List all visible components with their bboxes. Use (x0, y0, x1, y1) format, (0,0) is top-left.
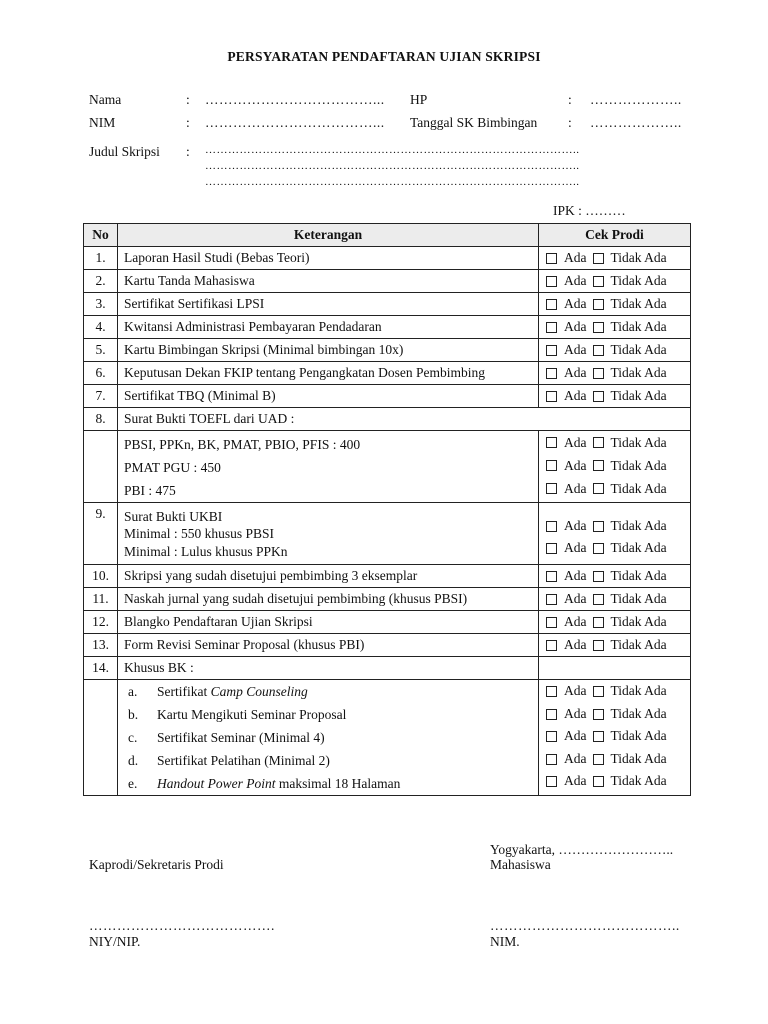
row-check (539, 385, 691, 408)
ada-checkbox[interactable] (546, 617, 557, 628)
ada-label: Ada (564, 296, 587, 311)
table-row (84, 247, 691, 270)
row-number: 7. (84, 385, 118, 408)
row-description: Khusus BK : (118, 657, 539, 680)
row-number: 6. (84, 362, 118, 385)
check-options (546, 537, 667, 559)
row-check (539, 431, 691, 503)
toefl-requirement: PBSI, PPKn, BK, PMAT, PBIO, PFIS : 400 (124, 437, 361, 452)
ukbi-requirement: Minimal : 550 khusus PBSI (124, 526, 275, 541)
tidak-ada-label: Tidak Ada (610, 614, 667, 629)
table-row (84, 362, 691, 385)
ada-label: Ada (564, 683, 587, 698)
ukbi-requirement: Minimal : Lulus khusus PPKn (124, 544, 288, 559)
ada-checkbox[interactable] (546, 483, 557, 494)
row-check (539, 588, 691, 611)
bk-requirement (124, 726, 532, 749)
row-check (539, 634, 691, 657)
city-date: Yogyakarta, …………………….. (490, 842, 674, 857)
table-row (84, 316, 691, 339)
tidak-ada-checkbox[interactable] (593, 571, 604, 582)
nama-colon: : (186, 92, 190, 107)
tidak-ada-label: Tidak Ada (610, 296, 667, 311)
ada-checkbox[interactable] (546, 391, 557, 402)
kaprodi-title: Kaprodi/Sekretaris Prodi (89, 857, 224, 872)
tidak-ada-label: Tidak Ada (610, 728, 667, 743)
table-row (84, 408, 691, 431)
row-number: 5. (84, 339, 118, 362)
row-check (539, 339, 691, 362)
ada-checkbox[interactable] (546, 709, 557, 720)
tidak-ada-checkbox[interactable] (593, 437, 604, 448)
check-options (546, 568, 667, 584)
page-title: PERSYARATAN PENDAFTARAN UJIAN SKRIPSI (227, 49, 541, 64)
row-description: Sertifikat TBQ (Minimal B) (118, 385, 539, 408)
row-description: Skripsi yang sudah disetujui pembimbing 3 eksemplar (118, 565, 539, 588)
tanggal-sk-field[interactable]: ……………….. (590, 115, 682, 130)
tidak-ada-checkbox[interactable] (593, 322, 604, 333)
check-options (546, 477, 667, 500)
tidak-ada-label: Tidak Ada (610, 705, 667, 721)
row-description: Kartu Bimbingan Skripsi (Minimal bimbingan 10x) (118, 339, 539, 362)
check-options (546, 296, 667, 312)
bk-requirement-text: Sertifikat Seminar (Minimal 4) (157, 730, 325, 745)
row-number: 1. (84, 247, 118, 270)
row-description: Keputusan Dekan FKIP tentang Pengangkatan Dosen Pembimbing (118, 362, 539, 385)
tidak-ada-label: Tidak Ada (610, 435, 667, 450)
row-description: Kartu Tanda Mahasiswa (118, 270, 539, 293)
ada-checkbox[interactable] (546, 594, 557, 605)
table-row (84, 611, 691, 634)
check-options (546, 725, 667, 748)
toefl-requirements (118, 431, 539, 503)
tidak-ada-label: Tidak Ada (610, 250, 667, 265)
row-description (118, 503, 539, 565)
judul-field-line-1[interactable]: …………………………………………………………………………………….. (205, 144, 580, 156)
tidak-ada-checkbox[interactable] (593, 483, 604, 494)
ada-checkbox[interactable] (546, 276, 557, 287)
tidak-ada-label: Tidak Ada (610, 481, 667, 496)
bk-requirement-suffix: maksimal 18 Halaman (275, 776, 401, 791)
ada-label: Ada (564, 481, 587, 496)
row-number: 10. (84, 565, 118, 588)
ada-checkbox[interactable] (546, 776, 557, 787)
tidak-ada-checkbox[interactable] (593, 299, 604, 310)
ada-checkbox[interactable] (546, 253, 557, 264)
tidak-ada-checkbox[interactable] (593, 731, 604, 742)
check-options (546, 342, 667, 358)
tidak-ada-checkbox[interactable] (593, 276, 604, 287)
tidak-ada-label: Tidak Ada (610, 458, 667, 473)
check-options (546, 680, 667, 703)
ada-checkbox[interactable] (546, 731, 557, 742)
row-description: Form Revisi Seminar Proposal (khusus PBI) (118, 634, 539, 657)
table-row (84, 270, 691, 293)
table-row (84, 503, 691, 565)
tidak-ada-checkbox[interactable] (593, 253, 604, 264)
ada-label: Ada (564, 540, 587, 555)
table-row (84, 385, 691, 408)
row-number: 13. (84, 634, 118, 657)
nim-field[interactable]: ………………………………... (205, 115, 385, 130)
ada-checkbox[interactable] (546, 460, 557, 471)
judul-label: Judul Skripsi (89, 144, 160, 159)
row-number: 12. (84, 611, 118, 634)
row-check (539, 680, 691, 796)
tidak-ada-label: Tidak Ada (610, 683, 667, 698)
row-number: 4. (84, 316, 118, 339)
bk-requirement-index: d. (128, 753, 139, 768)
row-number: 14. (84, 657, 118, 680)
ada-checkbox[interactable] (546, 640, 557, 651)
bk-requirement-index: b. (128, 707, 139, 722)
row-check (539, 293, 691, 316)
row-number-empty (84, 680, 118, 796)
row-check (539, 316, 691, 339)
tidak-ada-checkbox[interactable] (593, 368, 604, 379)
tidak-ada-label: Tidak Ada (610, 365, 667, 380)
ada-checkbox[interactable] (546, 368, 557, 379)
tidak-ada-checkbox[interactable] (593, 460, 604, 471)
ipk-field[interactable]: IPK : ……… (553, 203, 626, 218)
ada-checkbox[interactable] (546, 299, 557, 310)
bk-requirement (124, 772, 532, 795)
ukbi-title: Surat Bukti UKBI (124, 509, 223, 524)
check-options (546, 431, 667, 454)
tidak-ada-label: Tidak Ada (610, 540, 667, 555)
check-options (546, 770, 667, 793)
ada-label: Ada (564, 568, 587, 583)
row-description: Blangko Pendaftaran Ujian Skripsi (118, 611, 539, 634)
hp-colon: : (568, 92, 572, 107)
ada-checkbox[interactable] (546, 543, 557, 554)
tidak-ada-checkbox[interactable] (593, 543, 604, 554)
bk-requirement-italic: Handout Power Point (157, 776, 276, 791)
ada-checkbox[interactable] (546, 437, 557, 448)
header-no: No (84, 224, 118, 247)
row-check-empty (539, 657, 691, 680)
tidak-ada-label: Tidak Ada (610, 591, 667, 606)
tidak-ada-checkbox[interactable] (593, 617, 604, 628)
row-description: Sertifikat Sertifikasi LPSI (118, 293, 539, 316)
bk-requirement-index: c. (128, 730, 138, 745)
row-number: 11. (84, 588, 118, 611)
ada-label: Ada (564, 388, 587, 403)
judul-field-line-3[interactable]: …………………………………………………………………………………….. (205, 176, 580, 188)
mahasiswa-signature-line[interactable]: ………………………………….. (490, 918, 680, 933)
tidak-ada-checkbox[interactable] (593, 686, 604, 697)
check-options (546, 614, 667, 630)
tidak-ada-label: Tidak Ada (610, 273, 667, 288)
row-number: 9. (84, 503, 118, 565)
check-options (546, 365, 667, 381)
ada-label: Ada (564, 273, 587, 288)
check-options (546, 637, 667, 653)
ada-label: Ada (564, 319, 587, 334)
bk-requirement-text: Kartu Mengikuti Seminar Proposal (157, 707, 347, 722)
ada-checkbox[interactable] (546, 345, 557, 356)
tidak-ada-checkbox[interactable] (593, 709, 604, 720)
table-row (84, 680, 691, 796)
ada-label: Ada (564, 614, 587, 629)
tidak-ada-label: Tidak Ada (610, 637, 667, 652)
bk-requirement-index: a. (128, 684, 138, 699)
tidak-ada-checkbox[interactable] (593, 640, 604, 651)
ada-checkbox[interactable] (546, 571, 557, 582)
bk-requirement-index: e. (128, 776, 138, 791)
check-options (546, 454, 667, 477)
row-description: Laporan Hasil Studi (Bebas Teori) (118, 247, 539, 270)
tidak-ada-label: Tidak Ada (610, 773, 667, 788)
ada-label: Ada (564, 458, 587, 473)
ada-checkbox[interactable] (546, 322, 557, 333)
nama-label: Nama (89, 92, 122, 107)
bk-requirement (124, 749, 532, 772)
tidak-ada-checkbox[interactable] (593, 594, 604, 605)
nim-colon: : (186, 115, 190, 130)
bk-requirement-text: Sertifikat Pelatihan (Minimal 2) (157, 753, 330, 768)
check-options (546, 250, 667, 266)
ada-label: Ada (564, 773, 587, 788)
bk-requirement (124, 703, 532, 726)
ada-label: Ada (564, 591, 587, 606)
nim-signature-label: NIM. (490, 934, 520, 949)
mahasiswa-title: Mahasiswa (490, 857, 551, 872)
judul-colon: : (186, 144, 190, 159)
row-number: 2. (84, 270, 118, 293)
ada-label: Ada (564, 518, 587, 533)
table-row (84, 634, 691, 657)
row-check (539, 362, 691, 385)
ada-label: Ada (564, 250, 587, 265)
row-check (539, 565, 691, 588)
toefl-requirement: PBI : 475 (124, 483, 176, 498)
bk-requirements (118, 680, 539, 796)
table-row (84, 293, 691, 316)
bk-requirement-text: Sertifikat (157, 684, 211, 699)
tidak-ada-label: Tidak Ada (610, 388, 667, 403)
tidak-ada-label: Tidak Ada (610, 319, 667, 334)
row-check (539, 270, 691, 293)
row-number: 3. (84, 293, 118, 316)
tidak-ada-label: Tidak Ada (610, 518, 667, 533)
check-options (546, 273, 667, 289)
table-row (84, 431, 691, 503)
tidak-ada-checkbox[interactable] (593, 776, 604, 787)
ada-checkbox[interactable] (546, 686, 557, 697)
hp-label: HP (410, 92, 428, 107)
row-check (539, 247, 691, 270)
ada-label: Ada (564, 728, 587, 743)
table-row (84, 339, 691, 362)
bk-requirement-italic: Camp Counseling (210, 684, 308, 699)
check-options (546, 515, 667, 537)
check-options (546, 703, 667, 726)
ada-checkbox[interactable] (546, 521, 557, 532)
nama-field[interactable]: ………………………………... (205, 92, 385, 107)
row-description: Surat Bukti TOEFL dari UAD : (118, 408, 691, 431)
check-options (546, 388, 667, 404)
tidak-ada-checkbox[interactable] (593, 521, 604, 532)
kaprodi-signature-line[interactable]: …………………………………. (89, 918, 275, 933)
niy-nip-label: NIY/NIP. (89, 934, 141, 949)
tidak-ada-checkbox[interactable] (593, 754, 604, 765)
tidak-ada-label: Tidak Ada (610, 342, 667, 357)
requirements-table (83, 223, 691, 796)
tanggal-sk-colon: : (568, 115, 572, 130)
ada-label: Ada (564, 342, 587, 357)
ada-label: Ada (564, 637, 587, 652)
check-options (546, 591, 667, 607)
hp-field[interactable]: ……………….. (590, 92, 682, 107)
header-keterangan: Keterangan (118, 224, 539, 247)
toefl-requirement: PMAT PGU : 450 (124, 460, 221, 475)
ada-label: Ada (564, 705, 587, 721)
tidak-ada-label: Tidak Ada (610, 750, 667, 766)
header-cek-prodi: Cek Prodi (539, 224, 691, 247)
tidak-ada-label: Tidak Ada (610, 568, 667, 583)
tanggal-sk-label: Tanggal SK Bimbingan (410, 115, 538, 130)
table-row (84, 588, 691, 611)
check-options (546, 319, 667, 335)
row-number-empty (84, 431, 118, 503)
tidak-ada-checkbox[interactable] (593, 345, 604, 356)
check-options (546, 748, 667, 771)
ada-label: Ada (564, 365, 587, 380)
table-header-row (84, 224, 691, 247)
row-check (539, 611, 691, 634)
ada-label: Ada (564, 435, 587, 450)
judul-field-line-2[interactable]: …………………………………………………………………………………….. (205, 160, 580, 172)
row-description: Kwitansi Administrasi Pembayaran Pendadaran (118, 316, 539, 339)
ada-label: Ada (564, 750, 587, 766)
row-number: 8. (84, 408, 118, 431)
table-row (84, 657, 691, 680)
tidak-ada-checkbox[interactable] (593, 391, 604, 402)
nim-label: NIM (89, 115, 116, 130)
ada-checkbox[interactable] (546, 754, 557, 765)
row-description: Naskah jurnal yang sudah disetujui pembimbing (khusus PBSI) (118, 588, 539, 611)
bk-requirement (124, 680, 532, 703)
row-check (539, 503, 691, 565)
table-row (84, 565, 691, 588)
